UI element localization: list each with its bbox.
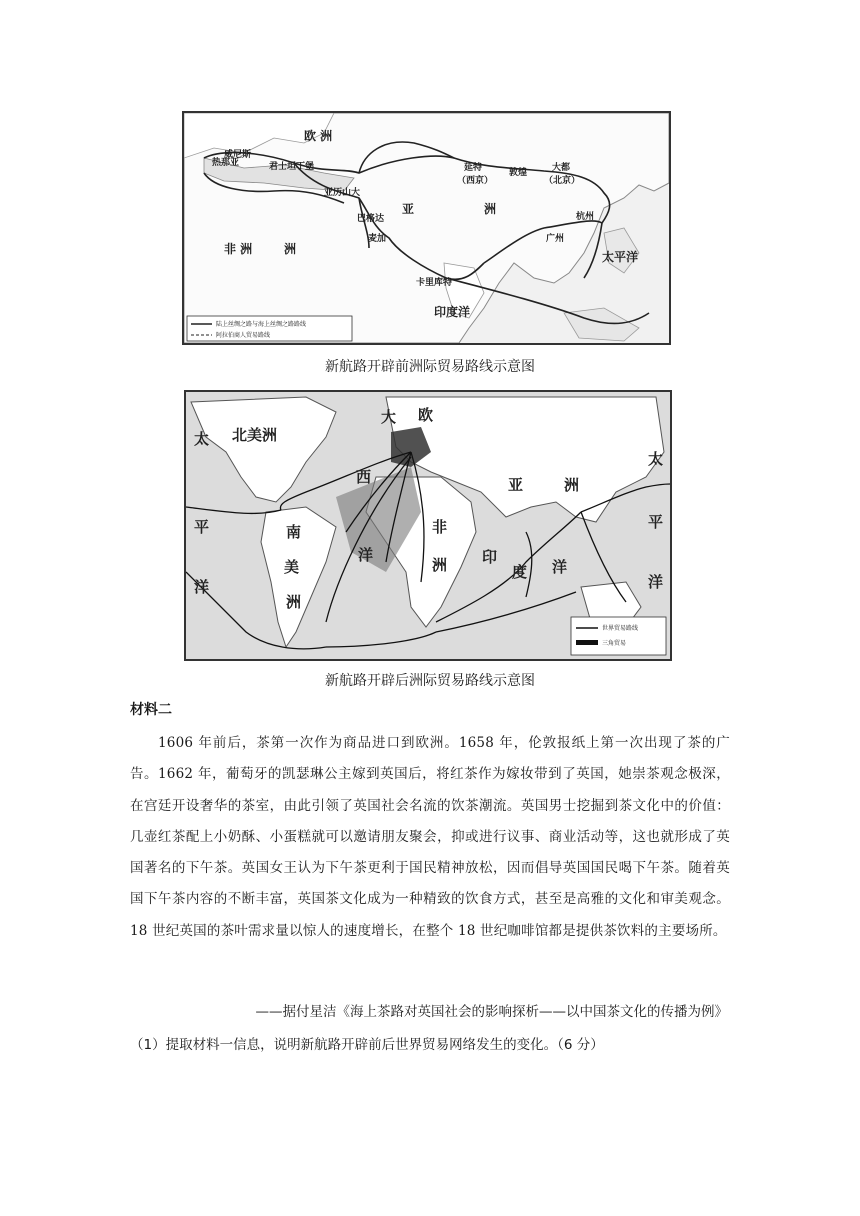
map-before-svg xyxy=(184,113,669,343)
map2-caption: 新航路开辟后洲际贸易路线示意图 xyxy=(325,673,535,689)
label-asia-zhou: 洲 xyxy=(564,476,580,494)
label-alexandria: 亚历山大 xyxy=(324,188,361,198)
label-asia-2: 洲 xyxy=(484,202,497,216)
label-xijing: （西京） xyxy=(457,176,494,186)
legend-silk-road: 陆上丝绸之路与海上丝绸之路路线 xyxy=(216,321,307,328)
label-pacific-right-3: 洋 xyxy=(648,573,664,591)
legend-triangle-trade: 三角贸易 xyxy=(602,640,627,647)
label-guangzhou: 广州 xyxy=(546,234,565,244)
label-africa-right: 洲 xyxy=(284,242,297,256)
legend-arab-trade: 阿拉伯商人贸易路线 xyxy=(216,332,271,339)
label-beijing: （北京） xyxy=(544,176,581,186)
label-africa-zhou: 洲 xyxy=(432,556,448,574)
label-indian-yin: 印 xyxy=(482,548,498,566)
label-atlantic-da: 大 xyxy=(381,408,397,426)
label-calicut: 卡里库特 xyxy=(416,278,453,288)
label-pacific-left-3: 洋 xyxy=(194,578,210,596)
label-atlantic-yang: 洋 xyxy=(358,546,374,564)
label-pacific-left-1: 太 xyxy=(194,430,210,448)
label-indian-yang: 洋 xyxy=(552,558,568,576)
map-before-new-routes xyxy=(182,111,671,345)
label-sa-3: 洲 xyxy=(286,593,302,611)
question-1: （1）提取材料一信息，说明新航路开辟前后世界贸易网络发生的变化。（6 分） xyxy=(130,1037,604,1053)
label-pacific-left-2: 平 xyxy=(194,518,210,536)
label-africa-fei: 非 xyxy=(432,518,448,536)
label-asia-ya: 亚 xyxy=(508,476,524,494)
label-atlantic-xi: 西 xyxy=(356,468,372,486)
label-indian-ocean: 印度洋 xyxy=(434,305,471,319)
map-after-new-routes xyxy=(184,390,672,661)
label-constantinople: 君士坦丁堡 xyxy=(269,162,315,172)
material-source: ——据付星洁《海上茶路对英国社会的影响探析——以中国茶文化的传播为例》 xyxy=(255,1004,728,1020)
material-paragraph: 1606 年前后，茶第一次作为商品进口到欧洲。1658 年，伦敦报纸上第一次出现了茶的广告。1662 年，葡萄牙的凯瑟琳公主嫁到英国后，将红茶作为嫁妆带到了英国，她崇茶观念极深，在宫廷开设奢华的茶室，由此引领了英国社会名流的饮茶潮流。英国男士挖掘到茶文化中的价值：几壶红茶配上小奶酥、小蛋糕就可以邀请朋友聚会，抑或进行议事、商业活动等，这也就形成了英国著名的下午茶。英国女王认为下午茶更利于国民精神放松，因而倡导英国国民喝下午茶。随着英国下午茶内容的不断丰富，英国茶文化成为一种精致的饮食方式，甚至是高雅的文化和审美观念。18 世纪英国的茶叶需求量以惊人的速度增长，在整个 18 世纪咖啡馆都是提供茶饮料的主要场所。 xyxy=(130,735,730,939)
label-sa-1: 南 xyxy=(286,523,302,541)
label-africa: 非 洲 xyxy=(224,242,253,256)
legend-world-trade: 世界贸易路线 xyxy=(602,625,639,632)
map-after-svg xyxy=(186,392,670,659)
map1-legend xyxy=(187,316,352,341)
map2-legend xyxy=(571,617,666,655)
label-pacific-right-2: 平 xyxy=(648,513,664,531)
label-yili: 延特 xyxy=(464,163,483,173)
label-dunhuang: 敦煌 xyxy=(509,168,528,178)
label-mecca: 麦加 xyxy=(368,234,387,244)
label-europe: 欧 洲 xyxy=(304,129,333,143)
material-heading: 材料二 xyxy=(130,702,172,718)
label-pacific-right-1: 太 xyxy=(648,450,664,468)
label-indian-du: 度 xyxy=(512,563,528,581)
label-baghdad: 巴格达 xyxy=(357,214,385,224)
label-north-america: 北美洲 xyxy=(232,426,278,444)
map1-caption: 新航路开辟前洲际贸易路线示意图 xyxy=(325,359,535,375)
label-dadu: 大都 xyxy=(552,163,571,173)
label-venice: 威尼斯 xyxy=(224,150,252,160)
label-sa-2: 美 xyxy=(284,558,300,576)
label-asia-1: 亚 xyxy=(402,202,415,216)
label-pacific: 太平洋 xyxy=(602,250,639,264)
label-hangzhou: 杭州 xyxy=(576,212,595,222)
label-genoa: 热那亚 xyxy=(212,158,240,168)
label-europe-ou: 欧 xyxy=(418,406,434,424)
